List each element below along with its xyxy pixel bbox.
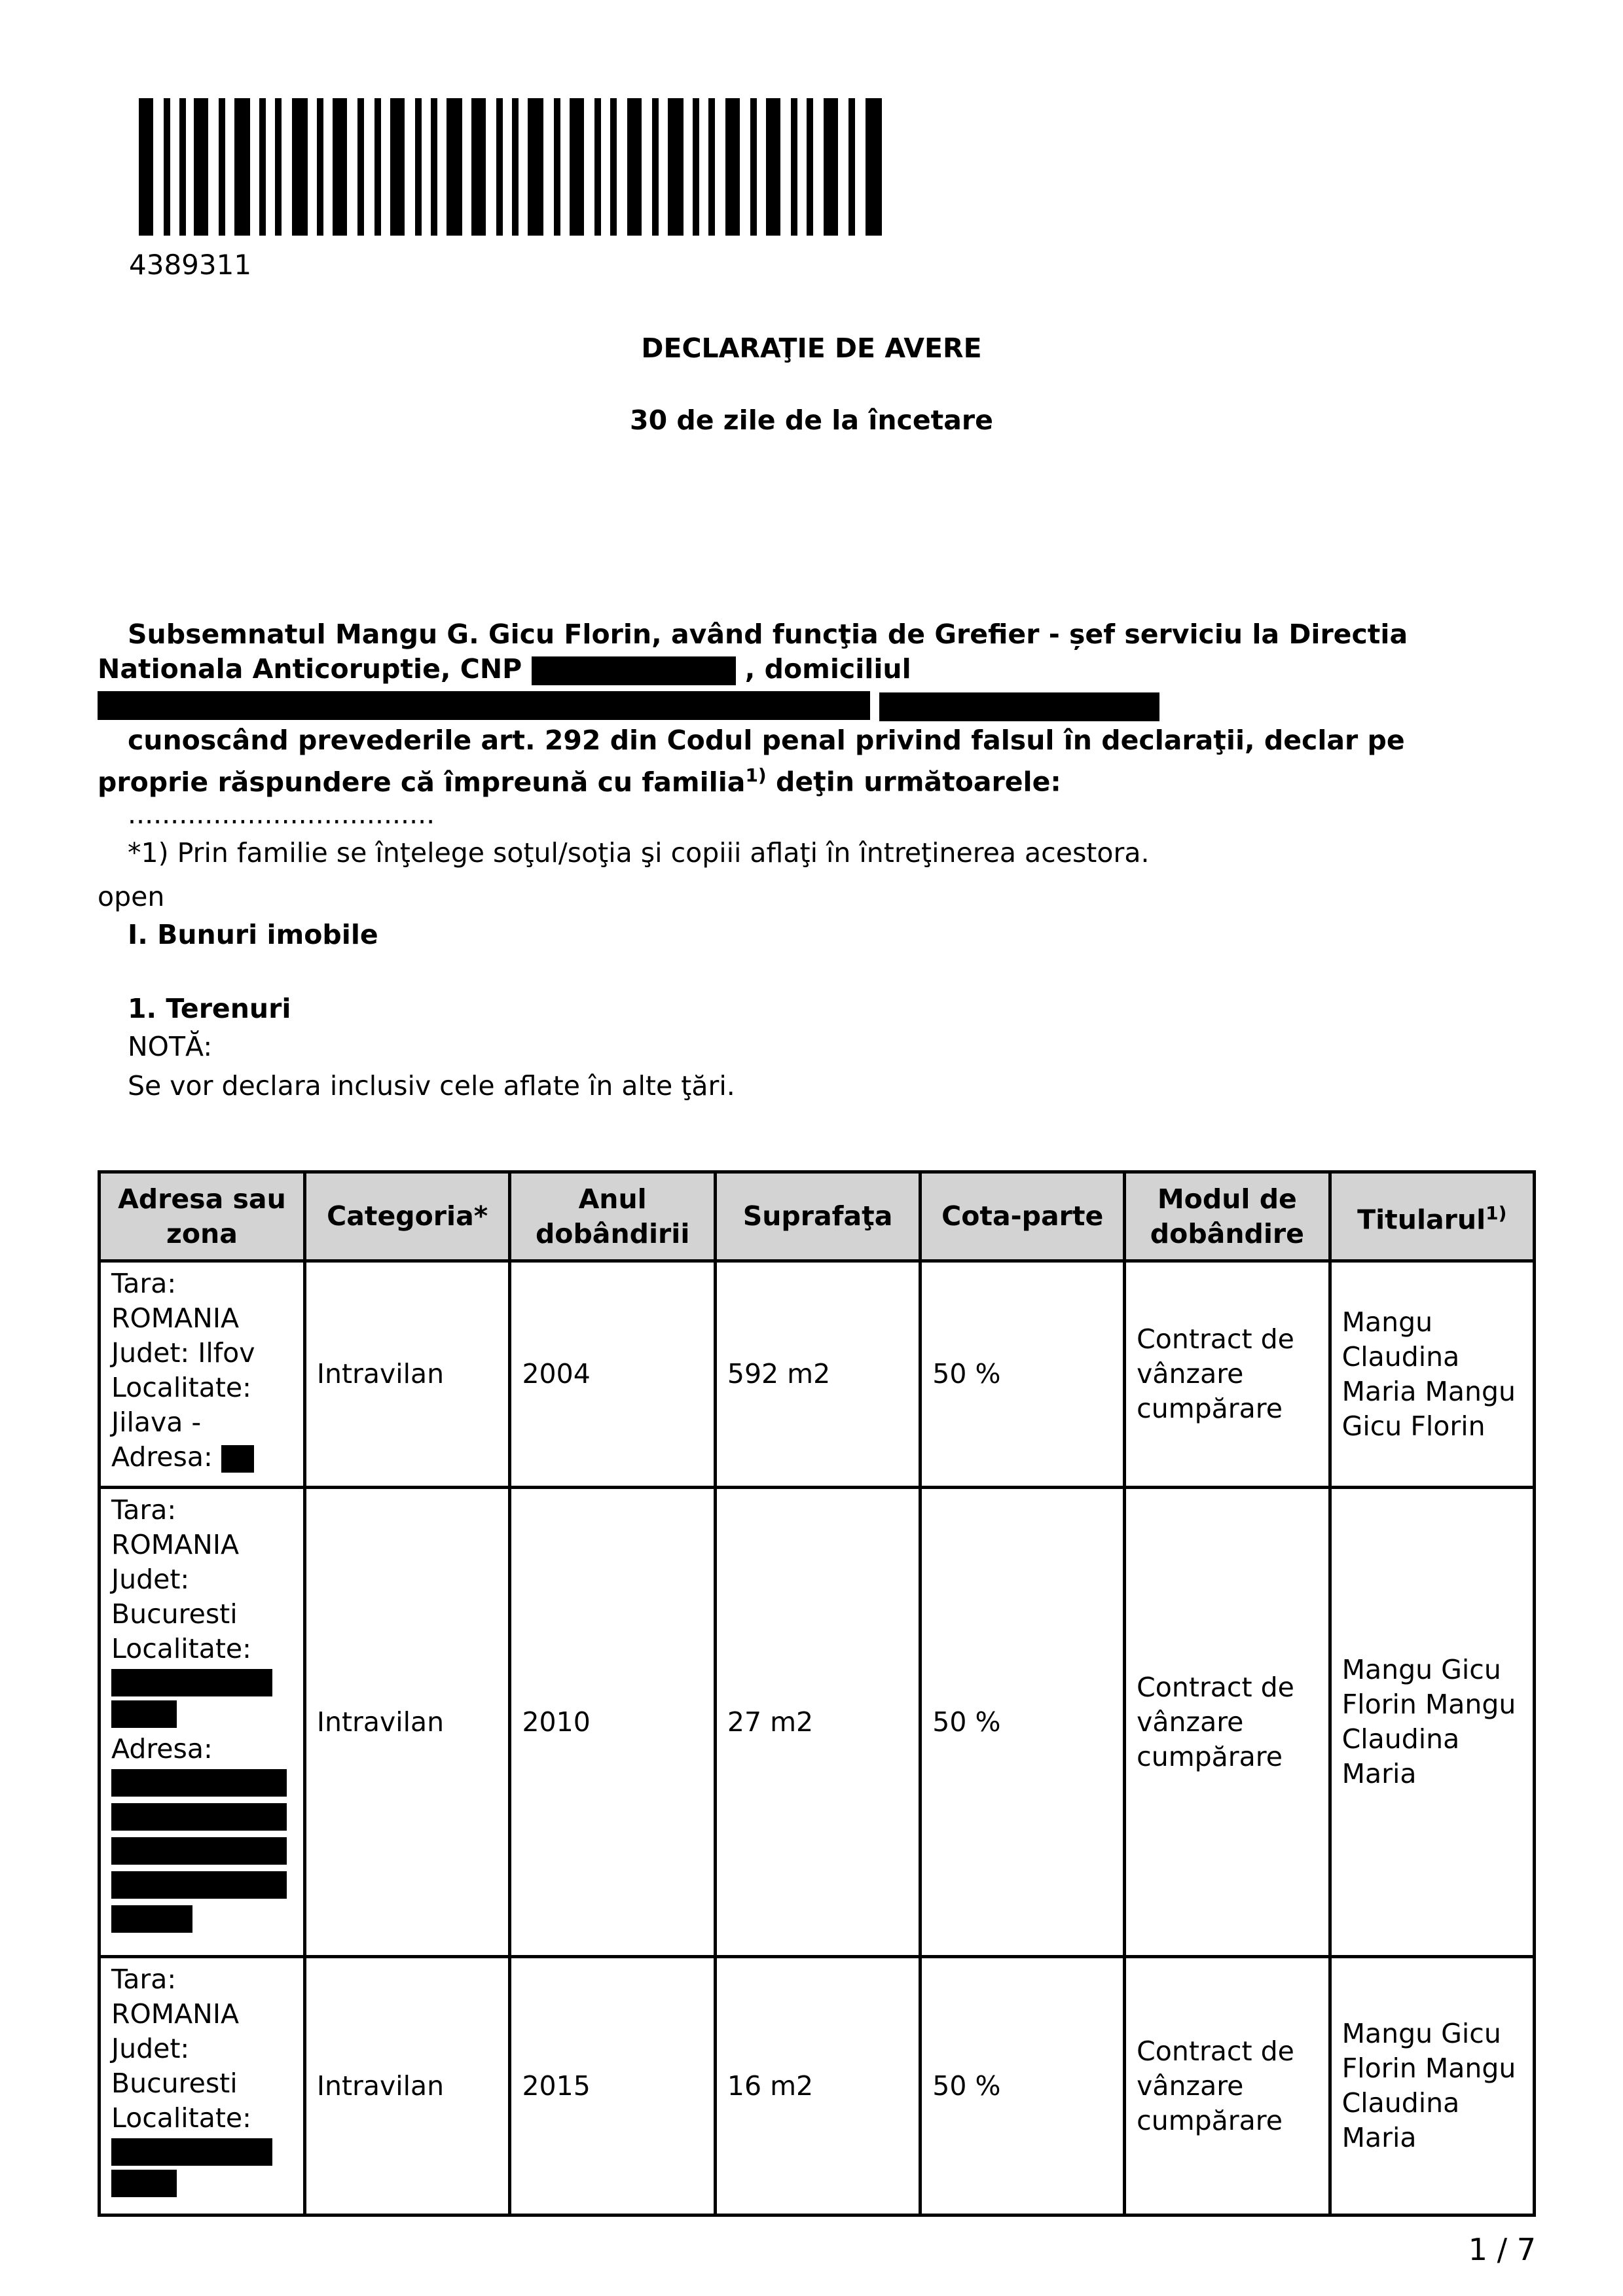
redacted-locality bbox=[111, 2138, 272, 2166]
redacted-address bbox=[111, 1803, 287, 1831]
page-number: 1 / 7 bbox=[1468, 2232, 1536, 2267]
cell-suprafata: 592 m2 bbox=[715, 1261, 920, 1488]
document-subtitle: 30 de zile de la încetare bbox=[630, 404, 993, 436]
dotted-line: .................................... bbox=[128, 798, 435, 830]
cell-anul: 2015 bbox=[510, 1957, 715, 2215]
table-header-row bbox=[100, 1172, 1535, 1261]
open-label: open bbox=[98, 881, 165, 912]
cell-suprafata: 16 m2 bbox=[715, 1957, 920, 2215]
redacted-cnp bbox=[532, 656, 736, 685]
redacted-address bbox=[111, 1837, 287, 1865]
header-titularul: Titularul$^{1)}$ bbox=[1330, 1172, 1534, 1261]
table-row bbox=[100, 1261, 1535, 1488]
cell-suprafata: 27 m2 bbox=[715, 1488, 920, 1957]
family-footnote: *1) Prin familie se înţelege soţul/soţia şi copiii aflaţi în întreţinerea acestora. bbox=[128, 837, 1150, 869]
cell-modul: Contract de vânzare cumpărare bbox=[1125, 1261, 1330, 1488]
header-suprafata: Suprafaţa bbox=[715, 1172, 920, 1261]
cell-categoria: Intravilan bbox=[304, 1957, 510, 2215]
cell-anul: 2010 bbox=[510, 1488, 715, 1957]
table-row bbox=[100, 1957, 1535, 2215]
declarant-intro: Subsemnatul Mangu G. Gicu Florin, având funcţia de Grefier - șef serviciu la Directia Nationala Anticoruptie, CNP bbox=[98, 619, 1408, 685]
redacted-locality bbox=[111, 1669, 272, 1696]
document-title: DECLARAŢIE DE AVERE bbox=[641, 332, 982, 364]
header-categoria: Categoria* bbox=[304, 1172, 510, 1261]
cell-cota: 50 % bbox=[921, 1261, 1125, 1488]
cell-adresa: Tara: ROMANIA Judet: Bucuresti Localitate: Adresa: bbox=[100, 1488, 305, 1957]
footnote-ref: 1) bbox=[745, 764, 767, 786]
table-row bbox=[100, 1488, 1535, 1957]
cell-cota: 50 % bbox=[921, 1488, 1125, 1957]
cell-titularul: Mangu Gicu Florin Mangu Claudina Maria bbox=[1330, 1957, 1534, 2215]
land-table bbox=[98, 1170, 1536, 2217]
redacted-domicile bbox=[98, 691, 870, 720]
note-label: NOTĂ: bbox=[128, 1031, 213, 1062]
subsection-title: 1. Terenuri bbox=[128, 993, 291, 1024]
redacted-address bbox=[111, 1769, 287, 1797]
redacted-locality-cont bbox=[111, 1700, 177, 1728]
cell-adresa: Tara: ROMANIA Judet: Ilfov Localitate: Jilava - Adresa: bbox=[100, 1261, 305, 1488]
redacted-address bbox=[111, 1905, 192, 1933]
redacted-domicile-cont bbox=[879, 692, 1159, 721]
domicile-label: , domiciliul bbox=[744, 653, 911, 685]
cell-titularul: Mangu Claudina Maria Mangu Gicu Florin bbox=[1330, 1261, 1534, 1488]
redacted-address bbox=[221, 1445, 254, 1473]
cell-cota: 50 % bbox=[921, 1957, 1125, 2215]
redacted-address bbox=[111, 1871, 287, 1899]
legal-statement-end: deţin următoarele: bbox=[766, 766, 1061, 798]
header-anul: Anul dobândirii bbox=[510, 1172, 715, 1261]
cell-categoria: Intravilan bbox=[304, 1261, 510, 1488]
cell-adresa: Tara: ROMANIA Judet: Bucuresti Localitate: bbox=[100, 1957, 305, 2215]
declarant-statement bbox=[98, 617, 1522, 721]
cell-modul: Contract de vânzare cumpărare bbox=[1125, 1488, 1330, 1957]
legal-statement bbox=[98, 723, 1522, 800]
note-text: Se vor declara inclusiv cele aflate în alte ţări. bbox=[128, 1070, 735, 1102]
redacted-locality-cont bbox=[111, 2170, 177, 2197]
legal-statement-text: cunoscând prevederile art. 292 din Codul penal privind falsul în declaraţii, declar pe proprie răspundere că împreună cu familia bbox=[98, 725, 1405, 798]
cell-titularul: Mangu Gicu Florin Mangu Claudina Maria bbox=[1330, 1488, 1534, 1957]
header-cota: Cota-parte bbox=[921, 1172, 1125, 1261]
cell-anul: 2004 bbox=[510, 1261, 715, 1488]
header-adresa: Adresa sau zona bbox=[100, 1172, 305, 1261]
header-modul: Modul de dobândire bbox=[1125, 1172, 1330, 1261]
section-title: I. Bunuri imobile bbox=[128, 919, 378, 950]
barcode-image bbox=[139, 98, 882, 236]
barcode-number: 4389311 bbox=[129, 249, 252, 281]
cell-categoria: Intravilan bbox=[304, 1488, 510, 1957]
cell-modul: Contract de vânzare cumpărare bbox=[1125, 1957, 1330, 2215]
